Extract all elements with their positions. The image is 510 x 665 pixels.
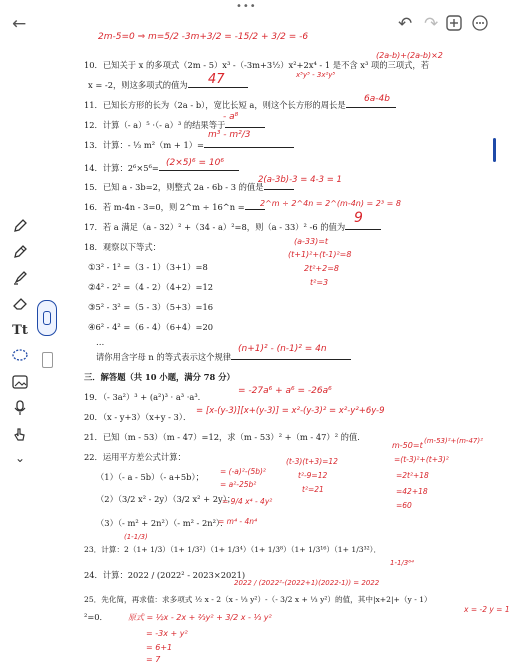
question-25: 25．先化简，再求值：求多项式 ½ x - 2（x - ⅓ y²）-（- 3/2 x + ⅓ y²）的值，其中|x+2|+（y - 1） (84, 595, 432, 604)
hw-q23-side: 1-1/3⁶⁴ (390, 559, 414, 567)
section-3-heading: 三．解答题（共 10 小题，满分 78 分） (84, 372, 235, 382)
question-14: 14．计算：2⁶×5⁶= (84, 163, 239, 174)
question-22: 22．运用平方差公式计算： (84, 452, 186, 462)
question-18-row-2: ②4² - 2² =（4 - 2）（4+2）=12 (88, 282, 214, 292)
hw-q25-2: = -3x + y² (146, 629, 188, 638)
question-23: 23．计算：2（1+ 1/3）（1+ 1/3²）（1+ 1/3⁴）（1+ 1/3⁸）（1+ 1/3¹⁶）（1+ 1/3³²）． (84, 545, 382, 554)
more-menu-icon[interactable] (472, 15, 488, 35)
new-page-icon[interactable] (446, 15, 462, 35)
question-22-3: （3）（- m² + 2n²）（- m² - 2n²）． (96, 518, 229, 528)
question-18-prompt: 请你用含字母 n 的等式表示这个规律 (96, 352, 351, 363)
hw-q22a-1: = (-a)²-(5b)² (220, 467, 266, 476)
hw-q17-work-4: t²=3 (310, 278, 329, 287)
hw-top-strip: 2m-5=0 ⇒ m=5/2 -3m+3/2 = -15/2 + 3/2 = -6 (98, 32, 309, 42)
question-18-row-3: ③5² - 3² =（5 - 3）（5+3）=16 (88, 302, 214, 312)
pen-icon[interactable] (6, 214, 34, 238)
hw-q21-work-1: (m-53)²+(m-47)² (424, 437, 483, 445)
drag-handle-dots[interactable]: ••• (236, 1, 257, 12)
undo-icon[interactable]: ↶ (398, 14, 413, 34)
question-15: 15．已知 a - 3b=2，则整式 2a - 6b - 3 的值是 (84, 182, 294, 193)
hw-q13-answer: m³ - m²/3 (208, 130, 251, 140)
hw-q21-note: m-50=t (392, 441, 423, 450)
pen-toolbar (6, 214, 36, 466)
hw-q21-work-5: =(t-3)²+(t+3)² (394, 455, 449, 464)
hw-q17-work-3: 2t²+2=8 (304, 264, 340, 273)
hw-q25-side: x = -2 y = 1 (464, 605, 510, 614)
question-17: 17．若 a 满足（a - 32）² +（34 - a）²=8，则（a - 33）² -6 的值为 (84, 222, 381, 233)
question-18-row-4: ④6² - 4² =（6 - 4）（6+4）=20 (88, 322, 214, 332)
hw-q12-answer: - a⁸ (223, 112, 239, 122)
question-16: 16．若 m-4n - 3=0，则 2^m ÷ 16^n = (84, 202, 265, 213)
redo-icon[interactable]: ↷ (424, 14, 439, 34)
hw-q21-work-2: (t-3)(t+3)=12 (286, 457, 338, 466)
hw-q18-answer: (n+1)² - (n-1)² = 4n (238, 344, 327, 354)
hw-q10-side: (2a-b)+(2a-b)×2 (376, 51, 443, 60)
hw-q22a-2: = a²-25b² (220, 480, 257, 489)
question-11: 11．已知长方形的长为（2a - b），宽比长短 a，则这个长方形的周长是 (84, 100, 396, 111)
question-19: 19．（- 3a²）³ + (a²)³ · a³ ·a³. (84, 392, 201, 402)
question-13: 13．计算：- ⅓ m²（m + 1）= (84, 140, 294, 151)
hw-q25-3: = 6+1 (146, 643, 173, 652)
question-20: 20．（x - y+3）（x+y - 3）． (84, 412, 192, 422)
back-arrow-icon[interactable]: ← (12, 14, 27, 34)
hw-q17-answer: 9 (354, 210, 363, 226)
question-21: 21．已知（m - 53）（m - 47）=12，求（m - 53）² +（m - 47）² 的值． (84, 432, 366, 442)
hw-q22c: = m⁴ - 4n⁴ (218, 517, 257, 526)
hw-q11-answer: 6a-4b (364, 94, 390, 104)
question-22-2: （2）（3/2 x² - 2y）（3/2 x² + 2y）； (96, 494, 236, 504)
hw-q14-answer: (2×5)⁶ = 10⁶ (166, 158, 224, 168)
hw-q22b: = 9/4 x⁴ - 4y² (222, 497, 273, 506)
question-10-b: x = -2，则这多项式的值为 (88, 80, 248, 91)
hw-q15-answer: 2(a-3b)-3 = 4-3 = 1 (258, 175, 342, 185)
question-10: 10．已知关于 x 的多项式（2m - 5）x³ -（-3m+3½）x²+2x⁴ - 1 是不含 x³ 项的三项式，若 (84, 60, 430, 70)
hw-q19-answer: = -27a⁶ + a⁶ = -26a⁶ (238, 386, 332, 396)
hw-q23: (1-1/3) (124, 533, 148, 541)
question-18-ellipsis: … (96, 337, 105, 347)
eraser-icon[interactable] (6, 292, 34, 316)
hw-q17-work-1: (a-33)=t (294, 237, 329, 246)
worksheet-page[interactable] (58, 32, 510, 664)
hw-q25-4: = 7 (146, 655, 161, 664)
hw-q20-answer: = [x-(y-3)][x+(y-3)] = x²-(y-3)² = x²-y²+6y-9 (196, 406, 385, 416)
question-12: 12．计算（- a）⁵ ·（- a）³ 的结果等于 (84, 120, 265, 131)
question-18: 18．观察以下等式： (84, 242, 161, 252)
question-24: 24．计算：2022 / (2022² - 2023×2021) (84, 570, 246, 580)
image-icon[interactable] (6, 370, 34, 394)
hw-q21-work-6: =2t²+18 (396, 471, 429, 480)
question-25-b: ²=0． (84, 612, 108, 622)
highlighter-icon[interactable] (6, 266, 34, 290)
hw-q21-work-8: =60 (396, 501, 412, 510)
page-thumbnail-icon[interactable] (42, 352, 53, 368)
hw-q21-work-3: t²-9=12 (298, 471, 328, 480)
lasso-icon[interactable] (6, 344, 34, 368)
hw-q16-answer: 2^m ÷ 2^4n = 2^(m-4n) = 2³ = 8 (260, 199, 401, 208)
pencil-icon[interactable] (6, 240, 34, 264)
hw-q10-work: x⁵y⁵ - 3x²y⁵ (296, 71, 336, 79)
hw-q17-work-2: (t+1)²+(t-1)²=8 (288, 250, 352, 259)
hw-q21-work-4: t²=21 (302, 485, 324, 494)
hw-q21-work-7: =42+18 (396, 487, 428, 496)
hw-q10-answer: 47 (208, 72, 225, 87)
chevron-down-icon[interactable]: ⌄ (14, 451, 26, 465)
microphone-icon[interactable] (6, 396, 34, 420)
question-22-1: （1）（- a - 5b）（- a+5b）； (96, 472, 204, 482)
lasso-mode-toggle[interactable] (37, 300, 57, 336)
question-18-row-1: ①3² - 1² =（3 - 1）（3+1）=8 (88, 262, 208, 272)
text-tool-icon[interactable]: Tt (12, 322, 28, 338)
touch-pointer-icon[interactable] (6, 422, 34, 446)
hw-q24-answer: 2022 / (2022²-(2022+1)(2022-1)) = 2022 (234, 579, 380, 587)
hw-q25-1: 原式 = ½x - 2x + ⅔y² + 3/2 x - ⅓ y² (128, 613, 272, 622)
